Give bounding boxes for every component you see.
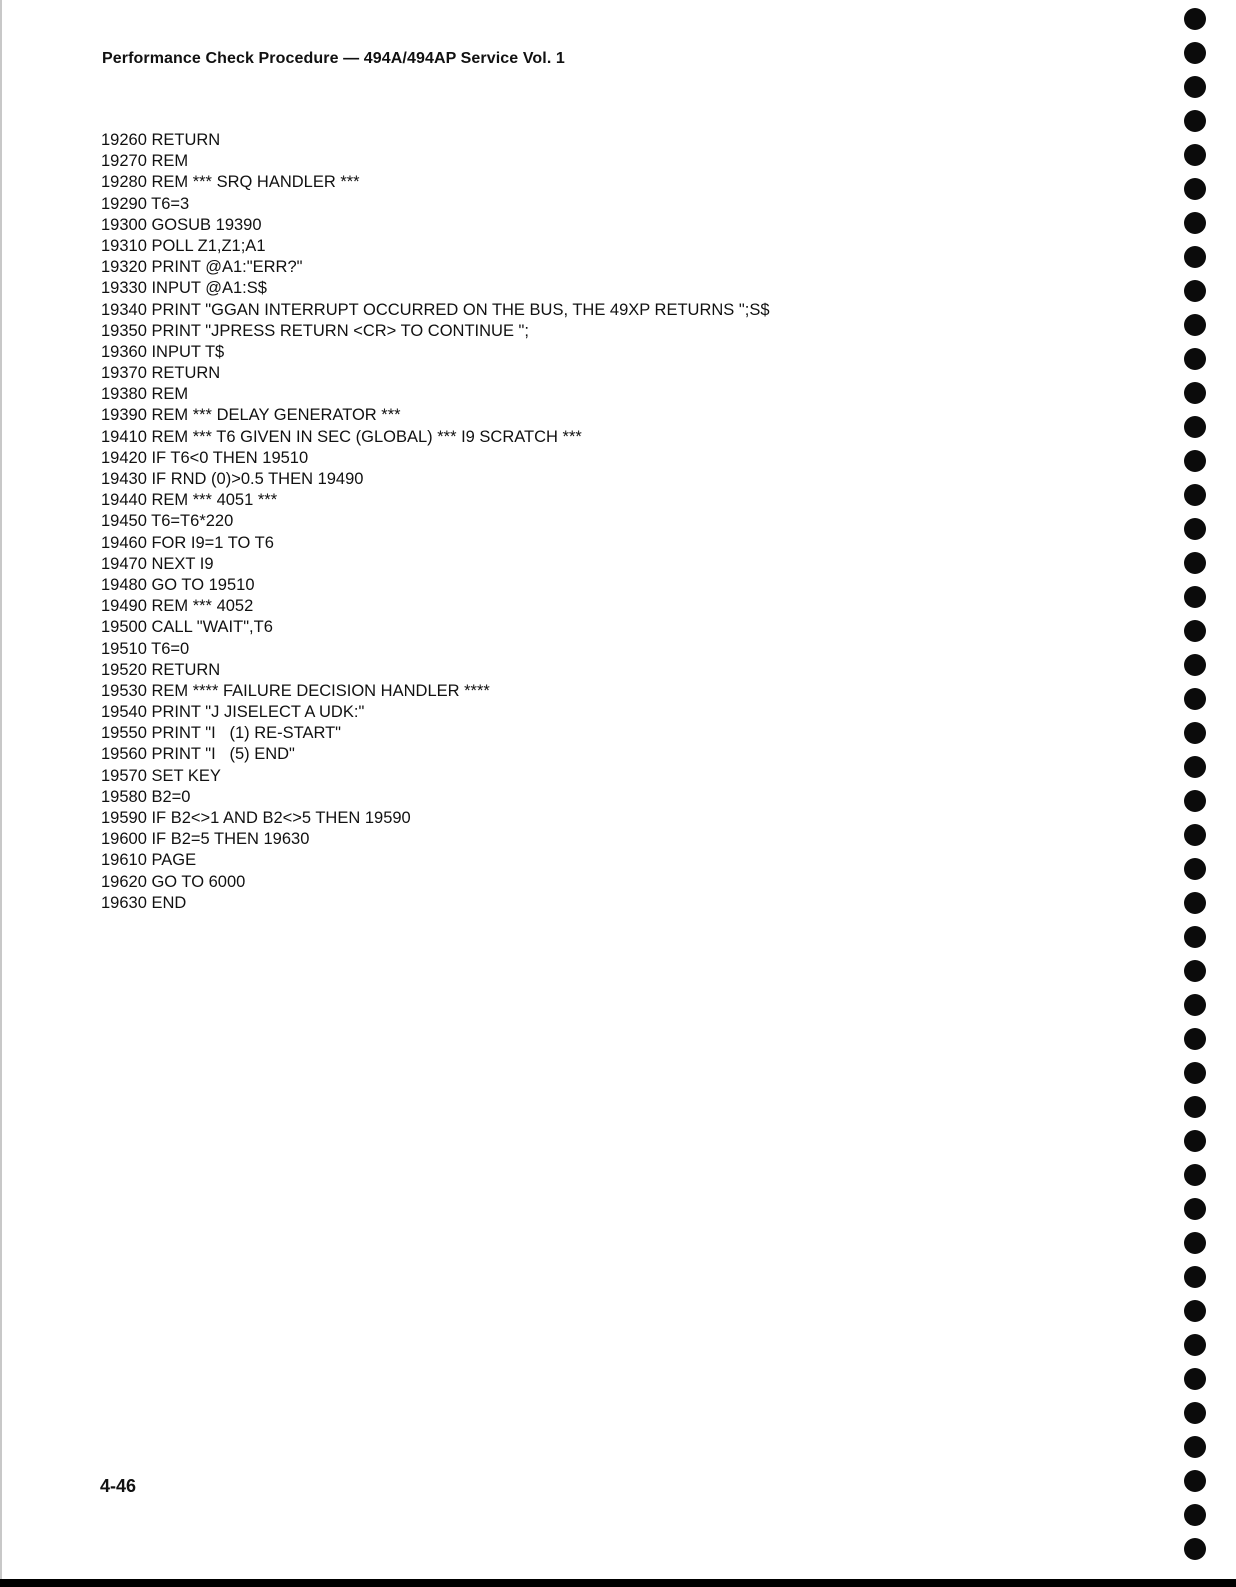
code-line: 19380 REM [101, 385, 189, 404]
code-line: 19610 PAGE [101, 851, 197, 870]
binding-hole [1184, 280, 1206, 302]
code-line: 19490 REM *** 4052 [101, 597, 254, 616]
binding-hole [1184, 1504, 1206, 1526]
code-line: 19360 INPUT T$ [101, 342, 225, 361]
code-line: 19630 END [101, 893, 187, 912]
binding-hole [1184, 1062, 1206, 1084]
binding-hole [1184, 620, 1206, 642]
binding-hole [1184, 246, 1206, 268]
binding-hole [1184, 654, 1206, 676]
binding-hole [1184, 178, 1206, 200]
code-line: 19450 T6=T6*220 [101, 512, 234, 531]
binding-hole [1184, 1164, 1206, 1186]
binding-hole [1184, 790, 1206, 812]
code-line: 19340 PRINT "GGAN INTERRUPT OCCURRED ON THE BUS, THE 49XP RETURNS ";S$ [101, 300, 770, 319]
code-line: 19580 B2=0 [101, 787, 191, 806]
binding-hole [1184, 348, 1206, 370]
code-line: 19350 PRINT "JPRESS RETURN <CR> TO CONTINUE "; [101, 321, 529, 340]
binding-hole [1184, 382, 1206, 404]
binding-hole [1184, 824, 1206, 846]
binding-hole [1184, 42, 1206, 64]
code-line: 19410 REM *** T6 GIVEN IN SEC (GLOBAL) *** I9 SCRATCH *** [101, 427, 582, 446]
binding-hole [1184, 1402, 1206, 1424]
code-line: 19470 NEXT I9 [101, 554, 214, 573]
binding-hole [1184, 688, 1206, 710]
binding-hole [1184, 1028, 1206, 1050]
code-line: 19480 GO TO 19510 [101, 575, 255, 594]
code-line: 19440 REM *** 4051 *** [101, 491, 278, 510]
binding-hole [1184, 994, 1206, 1016]
binding-hole [1184, 518, 1206, 540]
binding-hole [1184, 1198, 1206, 1220]
basic-program-listing [101, 130, 770, 914]
code-line: 19370 RETURN [101, 364, 221, 383]
binding-hole [1184, 8, 1206, 30]
page-left-edge [0, 0, 2, 1587]
binding-hole [1184, 212, 1206, 234]
binding-hole [1184, 1436, 1206, 1458]
page-number: 4-46 [100, 1476, 137, 1496]
page-bottom-edge [0, 1579, 1236, 1587]
code-line: 19330 INPUT @A1:S$ [101, 279, 267, 298]
code-line: 19460 FOR I9=1 TO T6 [101, 533, 274, 552]
code-line: 19600 IF B2=5 THEN 19630 [101, 830, 310, 849]
binding-hole [1184, 416, 1206, 438]
binding-hole [1184, 1266, 1206, 1288]
binding-hole [1184, 926, 1206, 948]
binding-holes [1184, 0, 1224, 1587]
binding-hole [1184, 484, 1206, 506]
binding-hole [1184, 586, 1206, 608]
code-line: 19300 GOSUB 19390 [101, 215, 262, 234]
code-line: 19430 IF RND (0)>0.5 THEN 19490 [101, 470, 364, 488]
page-header: Performance Check Procedure — 494A/494AP Service Vol. 1 [102, 50, 565, 67]
code-line: 19540 PRINT "J JISELECT A UDK:" [101, 703, 365, 722]
binding-hole [1184, 1368, 1206, 1390]
code-line: 19520 RETURN [101, 660, 221, 679]
code-line: 19290 T6=3 [101, 194, 190, 213]
binding-hole [1184, 110, 1206, 132]
binding-hole [1184, 1232, 1206, 1254]
binding-hole [1184, 1334, 1206, 1356]
code-line: 19420 IF T6<0 THEN 19510 [101, 448, 309, 467]
binding-hole [1184, 1130, 1206, 1152]
binding-hole [1184, 756, 1206, 778]
code-line: 19310 POLL Z1,Z1;A1 [101, 236, 266, 255]
binding-hole [1184, 892, 1206, 914]
binding-hole [1184, 1470, 1206, 1492]
binding-hole [1184, 858, 1206, 880]
code-line: 19550 PRINT "I (1) RE-START" [101, 724, 342, 743]
binding-hole [1184, 552, 1206, 574]
code-line: 19570 SET KEY [101, 766, 221, 785]
code-line: 19280 REM *** SRQ HANDLER *** [101, 173, 360, 192]
binding-hole [1184, 76, 1206, 98]
binding-hole [1184, 450, 1206, 472]
code-line: 19530 REM **** FAILURE DECISION HANDLER **** [101, 681, 490, 700]
binding-hole [1184, 960, 1206, 982]
code-line: 19320 PRINT @A1:"ERR?" [101, 258, 303, 277]
code-line: 19590 IF B2<>1 AND B2<>5 THEN 19590 [101, 809, 411, 827]
code-line: 19500 CALL "WAIT",T6 [101, 618, 273, 637]
code-line: 19270 REM [101, 152, 189, 171]
binding-hole [1184, 1096, 1206, 1118]
binding-hole [1184, 722, 1206, 744]
binding-hole [1184, 1538, 1206, 1560]
code-line: 19510 T6=0 [101, 639, 190, 658]
code-line: 19620 GO TO 6000 [101, 872, 246, 891]
binding-hole [1184, 314, 1206, 336]
binding-hole [1184, 1300, 1206, 1322]
code-line: 19260 RETURN [101, 131, 221, 149]
code-line: 19390 REM *** DELAY GENERATOR *** [101, 406, 401, 425]
binding-hole [1184, 144, 1206, 166]
code-line: 19560 PRINT "I (5) END" [101, 745, 295, 764]
